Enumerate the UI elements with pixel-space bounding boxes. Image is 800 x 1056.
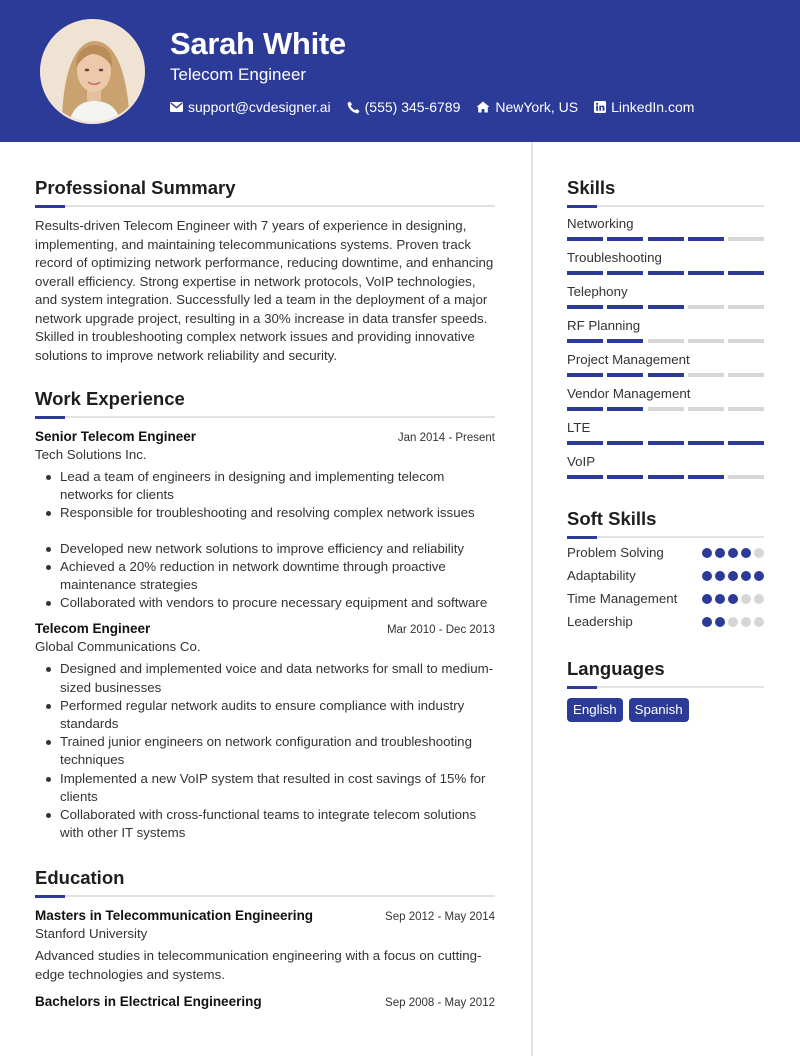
skill-segment-filled xyxy=(607,305,643,309)
skill-name: RF Planning xyxy=(567,318,641,333)
skill-segment-filled xyxy=(607,475,643,479)
column-divider xyxy=(531,142,533,1056)
education-entry xyxy=(35,907,495,984)
skill-segment-filled xyxy=(648,305,684,309)
skill-segment-filled xyxy=(688,441,724,445)
contact-phone-text: (555) 345-6789 xyxy=(364,99,461,115)
bullet-item: Collaborated with cross-functional teams to integrate telecom solutions with other IT systems xyxy=(35,806,495,842)
phone-icon xyxy=(347,101,360,114)
rating-dot-filled xyxy=(702,594,712,604)
skill-level-bar xyxy=(567,305,764,309)
skill-segment-empty xyxy=(688,373,724,377)
skill-item xyxy=(567,351,764,377)
section-rule xyxy=(35,205,495,207)
skill-item xyxy=(567,249,764,275)
candidate-title: Telecom Engineer xyxy=(170,65,307,84)
skill-segment-empty xyxy=(728,237,764,241)
skill-segment-filled xyxy=(567,475,603,479)
soft-skill-rating xyxy=(699,617,764,627)
soft-skill-rating xyxy=(699,594,764,604)
rating-dot-empty xyxy=(728,617,738,627)
skill-name: Troubleshooting xyxy=(567,250,662,265)
rating-dot-empty xyxy=(754,594,764,604)
section-rule xyxy=(567,686,764,688)
soft-skill-item xyxy=(567,590,764,608)
rating-dot-filled xyxy=(715,548,725,558)
skill-segment-empty xyxy=(688,407,724,411)
contact-email[interactable] xyxy=(170,98,331,116)
portrait-image xyxy=(42,21,145,124)
section-title: Skills xyxy=(567,177,616,198)
skill-segment-filled xyxy=(567,237,603,241)
soft-skill-name: Problem Solving xyxy=(567,545,664,560)
skill-segment-empty xyxy=(648,407,684,411)
skill-segment-filled xyxy=(688,475,724,479)
contact-phone[interactable] xyxy=(347,98,461,116)
skill-segment-filled xyxy=(607,373,643,377)
job-bullets xyxy=(35,660,495,842)
skill-segment-empty xyxy=(648,339,684,343)
skill-level-bar xyxy=(567,237,764,241)
section-title: Languages xyxy=(567,658,665,679)
bullet-item: Achieved a 20% reduction in network downtime through proactive maintenance strategies xyxy=(35,558,495,594)
skill-name: Networking xyxy=(567,216,634,231)
soft-skills-list xyxy=(567,544,764,631)
skill-item xyxy=(567,215,764,241)
skill-segment-filled xyxy=(648,475,684,479)
rating-dot-empty xyxy=(741,617,751,627)
main-column xyxy=(35,174,495,1011)
rating-dot-empty xyxy=(754,548,764,558)
soft-skills-section xyxy=(567,505,764,631)
section-title: Professional Summary xyxy=(35,177,236,198)
soft-skill-item xyxy=(567,544,764,562)
school-name: Stanford University xyxy=(35,926,148,942)
skill-name: LTE xyxy=(567,420,591,435)
education-dates: Sep 2008 - May 2012 xyxy=(385,997,495,1010)
summary-section xyxy=(35,174,495,365)
rating-dot-empty xyxy=(741,594,751,604)
skill-segment-empty xyxy=(728,475,764,479)
skill-segment-empty xyxy=(728,339,764,343)
skill-segment-filled xyxy=(567,441,603,445)
skill-name: Vendor Management xyxy=(567,386,691,401)
skill-segment-filled xyxy=(648,237,684,241)
contact-linkedin-text: LinkedIn.com xyxy=(611,99,695,115)
soft-skill-item xyxy=(567,613,764,631)
job-role: Telecom Engineer xyxy=(35,621,151,637)
skill-item xyxy=(567,419,764,445)
skill-segment-filled xyxy=(688,237,724,241)
skill-level-bar xyxy=(567,407,764,411)
contact-location[interactable] xyxy=(476,98,578,116)
skill-segment-filled xyxy=(607,339,643,343)
skill-segment-filled xyxy=(688,271,724,275)
resume-header xyxy=(0,0,800,142)
soft-skill-name: Time Management xyxy=(567,591,678,606)
language-badge: Spanish xyxy=(629,698,689,722)
contact-linkedin[interactable] xyxy=(594,98,694,116)
section-rule xyxy=(567,205,764,207)
bullet-item: Performed regular network audits to ensure compliance with industry standards xyxy=(35,697,495,733)
profile-photo xyxy=(40,19,145,124)
skills-section xyxy=(567,174,764,479)
skill-segment-filled xyxy=(728,441,764,445)
job-dates: Jan 2014 - Present xyxy=(397,432,495,444)
job-role: Senior Telecom Engineer xyxy=(35,429,197,444)
skill-segment-filled xyxy=(607,441,643,445)
skills-list xyxy=(567,215,764,479)
language-list xyxy=(567,698,764,722)
degree-title: Masters in Telecommunication Engineering xyxy=(35,908,314,924)
envelope-icon xyxy=(170,102,183,112)
rating-dot-filled xyxy=(702,548,712,558)
education-entry xyxy=(35,993,495,1011)
skill-level-bar xyxy=(567,339,764,343)
skill-segment-empty xyxy=(688,305,724,309)
job-dates: Mar 2010 - Dec 2013 xyxy=(386,624,495,637)
skill-level-bar xyxy=(567,441,764,445)
skill-segment-filled xyxy=(648,373,684,377)
skill-name: VoIP xyxy=(567,454,596,469)
rating-dot-empty xyxy=(754,617,764,627)
bullet-item: Responsible for troubleshooting and resolving complex network issues xyxy=(35,504,495,522)
job-company: Global Communications Co. xyxy=(35,639,201,655)
soft-skill-item xyxy=(567,567,764,585)
rating-dot-filled xyxy=(702,571,712,581)
skill-segment-empty xyxy=(728,407,764,411)
skill-segment-filled xyxy=(567,339,603,343)
contact-location-text: NewYork, US xyxy=(495,99,579,115)
skill-segment-filled xyxy=(567,271,603,275)
skill-segment-filled xyxy=(607,237,643,241)
soft-skill-name: Adaptability xyxy=(567,568,636,583)
skill-segment-filled xyxy=(728,271,764,275)
skill-segment-filled xyxy=(567,407,603,411)
education-description: Advanced studies in telecommunication engineering with a focus on cutting-edge technologies and systems. xyxy=(35,948,482,982)
rating-dot-filled xyxy=(715,571,725,581)
bullet-item: Designed and implemented voice and data networks for small to medium-sized businesses xyxy=(35,660,495,696)
skill-level-bar xyxy=(567,271,764,275)
skill-segment-filled xyxy=(567,305,603,309)
skill-item xyxy=(567,283,764,309)
soft-skill-rating xyxy=(699,571,764,581)
section-rule xyxy=(35,416,495,418)
skill-item xyxy=(567,317,764,343)
section-title: Soft Skills xyxy=(567,508,657,529)
rating-dot-filled xyxy=(754,571,764,581)
skill-segment-empty xyxy=(728,373,764,377)
job-entry xyxy=(35,620,495,842)
skill-name: Telephony xyxy=(567,284,628,299)
skill-segment-empty xyxy=(728,305,764,309)
section-rule xyxy=(567,536,764,538)
skill-name: Project Management xyxy=(567,352,690,367)
education-section xyxy=(35,864,495,1011)
skill-segment-filled xyxy=(648,271,684,275)
summary-text: Results-driven Telecom Engineer with 7 years of experience in designing, implementing, and maintaining telecommunications systems. Proven track record of optimizing network performance, reducing downtime, and enhancing overall efficiency. Strong expertise in network protocols, VoIP technologies, and system integration. Successfully led a team in the deployment of a major network upgrade project, resulting in a 30% increase in data transfer speeds. Skilled in troubleshooting complex network issues and providing innovative solutions to improve network reliability and security. xyxy=(35,218,494,363)
experience-section xyxy=(35,385,495,842)
section-rule xyxy=(35,895,495,897)
linkedin-icon xyxy=(594,101,606,113)
soft-skill-rating xyxy=(699,548,764,558)
home-icon xyxy=(476,101,490,113)
section-title: Work Experience xyxy=(35,388,185,409)
section-title: Education xyxy=(35,867,125,889)
bullet-item: Collaborated with vendors to procure necessary equipment and software xyxy=(35,594,495,612)
degree-title: Bachelors in Electrical Engineering xyxy=(35,994,262,1010)
job-entry xyxy=(35,428,495,612)
skill-item xyxy=(567,385,764,411)
rating-dot-filled xyxy=(728,594,738,604)
bullet-item: Developed new network solutions to improve efficiency and reliability xyxy=(35,540,495,558)
language-badge: English xyxy=(567,698,623,722)
education-dates: Sep 2012 - May 2014 xyxy=(385,911,495,924)
rating-dot-filled xyxy=(728,548,738,558)
soft-skill-name: Leadership xyxy=(567,614,633,629)
sidebar-column xyxy=(567,174,764,722)
skill-segment-filled xyxy=(648,441,684,445)
contact-email-text: support@cvdesigner.ai xyxy=(188,99,331,115)
rating-dot-filled xyxy=(702,617,712,627)
bullet-item: Trained junior engineers on network configuration and troubleshooting techniques xyxy=(35,733,495,769)
skill-item xyxy=(567,453,764,479)
rating-dot-filled xyxy=(728,571,738,581)
languages-section xyxy=(567,655,764,722)
rating-dot-filled xyxy=(741,571,751,581)
rating-dot-filled xyxy=(715,617,725,627)
rating-dot-filled xyxy=(715,594,725,604)
skill-segment-filled xyxy=(567,373,603,377)
job-bullets xyxy=(35,468,495,612)
job-company: Tech Solutions Inc. xyxy=(35,447,147,462)
rating-dot-filled xyxy=(741,548,751,558)
contact-bar xyxy=(170,98,710,116)
candidate-name: Sarah White xyxy=(170,26,346,61)
skill-level-bar xyxy=(567,475,764,479)
bullet-item: Implemented a new VoIP system that resulted in cost savings of 15% for clients xyxy=(35,770,495,806)
bullet-item: Lead a team of engineers in designing and implementing telecom networks for clients xyxy=(35,468,495,504)
skill-segment-filled xyxy=(607,407,643,411)
skill-segment-filled xyxy=(607,271,643,275)
skill-segment-empty xyxy=(688,339,724,343)
skill-level-bar xyxy=(567,373,764,377)
